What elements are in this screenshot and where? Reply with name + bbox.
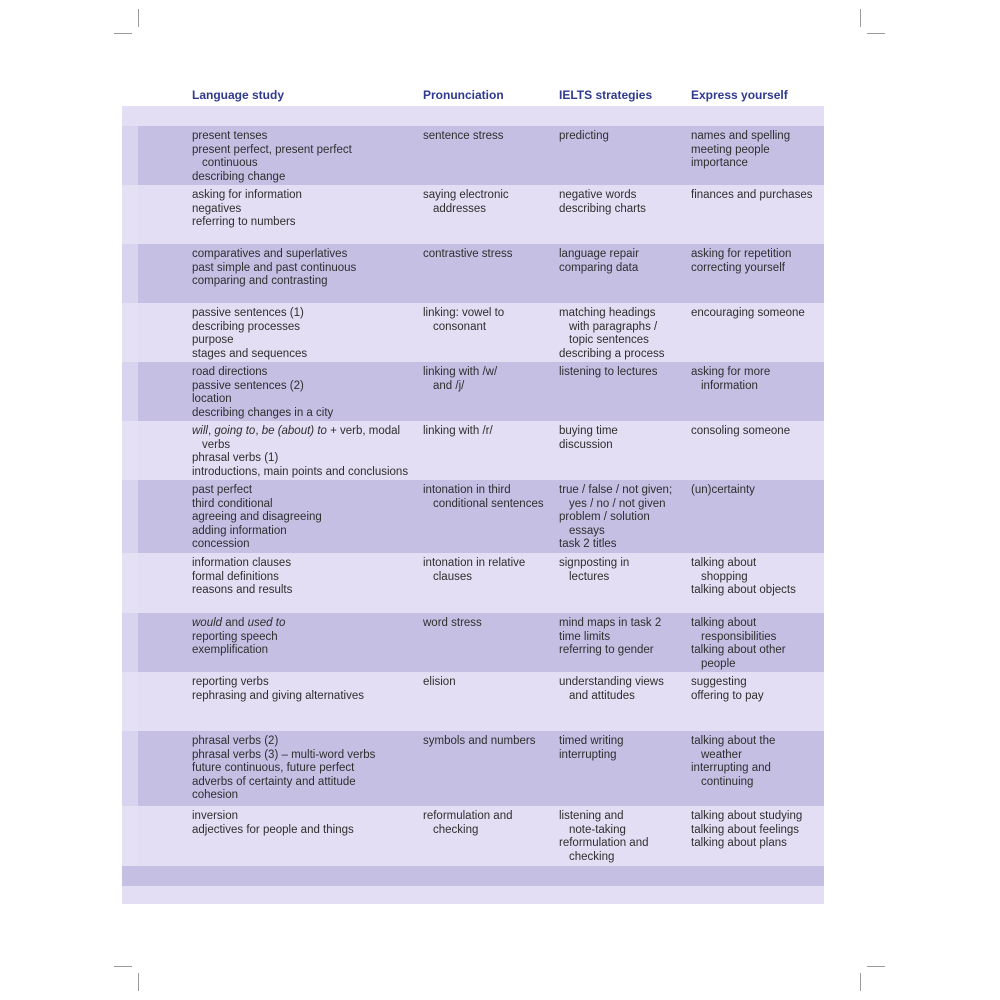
ielts-strategies-cell (559, 307, 685, 361)
cell-line: phrasal verbs (2) (192, 735, 279, 747)
table-top-band (122, 106, 824, 126)
ielts-strategies-cell (559, 810, 685, 864)
language-study-cell (192, 676, 418, 703)
language-study-cell (192, 189, 418, 230)
crop-mark (860, 9, 861, 27)
cell-line: saying electronic (423, 189, 509, 201)
cell-line: describing change (192, 170, 286, 183)
express-yourself-cell (691, 810, 821, 851)
cell-line: language repair (559, 248, 639, 260)
pronunciation-cell (423, 130, 553, 144)
table-row (122, 185, 824, 244)
cell-line: comparatives and superlatives (192, 248, 348, 260)
language-study-cell (192, 617, 418, 658)
header-express-yourself: Express yourself (691, 88, 788, 102)
cell-line: linking: vowel to (423, 307, 505, 319)
cell-line: people (701, 657, 736, 670)
cell-line: finances and purchases (691, 189, 813, 201)
cell-line: names and spelling (691, 130, 791, 142)
cell-line: timed writing (559, 735, 624, 747)
cell-line: continuing (701, 775, 754, 788)
cell-line: reasons and results (192, 584, 293, 597)
cell-line: addresses (433, 202, 487, 215)
cell-line: interrupting (559, 748, 617, 761)
pronunciation-cell (423, 366, 553, 393)
row-edge (122, 672, 138, 731)
cell-line: sentence stress (423, 130, 504, 142)
row-edge (122, 126, 138, 185)
cell-line: checking (433, 823, 479, 836)
express-yourself-cell (691, 130, 821, 171)
cell-line: elision (423, 676, 456, 688)
cell-line: information clauses (192, 557, 292, 569)
pronunciation-cell (423, 484, 553, 511)
cell-line: talking about objects (691, 584, 796, 597)
cell-line: talking about the (691, 735, 776, 747)
table-rows (122, 126, 824, 866)
cell-line: past simple and past continuous (192, 261, 357, 274)
language-study-cell (192, 557, 418, 598)
table-row (122, 806, 824, 866)
language-study-cell (192, 810, 418, 837)
crop-mark (114, 33, 132, 34)
cell-line: asking for repetition (691, 248, 792, 260)
row-edge (122, 421, 138, 480)
cell-line: talking about other (691, 644, 786, 657)
cell-line: understanding views (559, 676, 664, 688)
pronunciation-cell (423, 735, 553, 749)
pronunciation-cell (423, 557, 553, 584)
cell-line: essays (569, 524, 605, 537)
ielts-strategies-cell (559, 735, 685, 762)
cell-line: rephrasing and giving alternatives (192, 689, 364, 702)
crop-mark (138, 973, 139, 991)
cell-line: encouraging someone (691, 307, 805, 319)
express-yourself-cell (691, 676, 821, 703)
ielts-strategies-cell (559, 484, 685, 552)
cell-line: adding information (192, 524, 287, 537)
cell-line: task 2 titles (559, 538, 617, 551)
row-edge (122, 553, 138, 613)
cell-line: suggesting (691, 676, 747, 688)
cell-line: exemplification (192, 644, 269, 657)
cell-line: conditional sentences (433, 497, 544, 510)
cell-line: time limits (559, 630, 611, 643)
cell-line: adverbs of certainty and attitude (192, 775, 356, 788)
row-edge (122, 731, 138, 806)
cell-line: referring to numbers (192, 216, 296, 229)
cell-line: and attitudes (569, 689, 635, 702)
row-edge (122, 362, 138, 421)
language-study-cell (192, 484, 418, 552)
cell-line: and /j/ (433, 379, 465, 392)
cell-line: consoling someone (691, 425, 791, 437)
cell-line: talking about feelings (691, 823, 800, 836)
cell-line: describing a process (559, 347, 665, 360)
express-yourself-cell (691, 484, 821, 498)
row-edge (122, 244, 138, 303)
ielts-strategies-cell (559, 366, 685, 380)
express-yourself-cell (691, 735, 821, 789)
cell-line: buying time (559, 425, 618, 437)
pronunciation-cell (423, 307, 553, 334)
crop-mark (114, 966, 132, 967)
table-row (122, 303, 824, 362)
table-foot-band (122, 886, 824, 904)
cell-line: comparing and contrasting (192, 275, 328, 288)
express-yourself-cell (691, 366, 821, 393)
pronunciation-cell (423, 617, 553, 631)
crop-mark (138, 9, 139, 27)
cell-line: describing processes (192, 320, 301, 333)
express-yourself-cell (691, 557, 821, 598)
cell-line: note-taking (569, 823, 626, 836)
cell-line: true / false / not given; (559, 484, 673, 496)
cell-line: cohesion (192, 789, 239, 802)
row-edge (122, 480, 138, 553)
cell-line: shopping (701, 570, 748, 583)
express-yourself-cell (691, 425, 821, 439)
ielts-strategies-cell (559, 617, 685, 658)
express-yourself-cell (691, 307, 821, 321)
cell-line: information (701, 379, 758, 392)
language-study-cell (192, 248, 418, 289)
table-row (122, 362, 824, 421)
cell-line: passive sentences (2) (192, 379, 304, 392)
cell-line: reformulation and (423, 810, 513, 822)
table-row (122, 421, 824, 480)
cell-line: meeting people (691, 143, 770, 156)
cell-line: formal definitions (192, 570, 279, 583)
cell-line: reformulation and (559, 837, 649, 850)
contents-table (122, 106, 824, 904)
cell-line: talking about plans (691, 837, 787, 850)
cell-line: future continuous, future perfect (192, 762, 355, 775)
row-edge (122, 613, 138, 672)
cell-line: introductions, main points and conclusions (192, 465, 409, 478)
pronunciation-cell (423, 810, 553, 837)
cell-line: word stress (423, 617, 482, 629)
cell-line: asking for information (192, 189, 302, 201)
cell-line: stages and sequences (192, 347, 308, 360)
table-bottom-band (122, 866, 824, 886)
cell-line: responsibilities (701, 630, 777, 643)
cell-line: comparing data (559, 261, 639, 274)
cell-line: importance (691, 157, 748, 170)
cell-line: lectures (569, 570, 610, 583)
cell-line: predicting (559, 130, 609, 142)
cell-line: contrastive stress (423, 248, 513, 260)
express-yourself-cell (691, 248, 821, 275)
cell-line: would and used to (192, 617, 286, 629)
ielts-strategies-cell (559, 425, 685, 452)
cell-line: inversion (192, 810, 239, 822)
cell-line: listening and (559, 810, 624, 822)
cell-line: weather (701, 748, 742, 761)
cell-line: talking about studying (691, 810, 803, 822)
cell-line: purpose (192, 334, 234, 347)
cell-line: yes / no / not given (569, 497, 666, 510)
pronunciation-cell (423, 189, 553, 216)
express-yourself-cell (691, 189, 821, 203)
cell-line: linking with /r/ (423, 425, 493, 437)
crop-mark (860, 973, 861, 991)
cell-line: mind maps in task 2 (559, 617, 662, 629)
cell-line: phrasal verbs (1) (192, 452, 279, 465)
cell-line: present tenses (192, 130, 268, 142)
cell-line: reporting verbs (192, 676, 269, 688)
language-study-cell (192, 130, 418, 184)
cell-line: clauses (433, 570, 472, 583)
cell-line: reporting speech (192, 630, 278, 643)
ielts-strategies-cell (559, 676, 685, 703)
crop-mark (867, 966, 885, 967)
header-language-study: Language study (192, 88, 285, 102)
language-study-cell (192, 366, 418, 420)
cell-line: offering to pay (691, 689, 764, 702)
cell-line: symbols and numbers (423, 735, 536, 747)
table-row (122, 672, 824, 731)
header-pronunciation: Pronunciation (423, 88, 504, 102)
crop-mark (867, 33, 885, 34)
cell-line: problem / solution (559, 511, 650, 524)
cell-line: asking for more (691, 366, 771, 378)
cell-line: topic sentences (569, 334, 649, 347)
cell-line: agreeing and disagreeing (192, 511, 322, 524)
table-row (122, 731, 824, 806)
cell-line: past perfect (192, 484, 253, 496)
cell-line: referring to gender (559, 644, 654, 657)
cell-line: negative words (559, 189, 637, 201)
table-row (122, 244, 824, 303)
ielts-strategies-cell (559, 130, 685, 144)
row-edge (122, 185, 138, 244)
cell-line: continuous (202, 157, 258, 170)
ielts-strategies-cell (559, 248, 685, 275)
cell-line: describing charts (559, 202, 646, 215)
cell-line: road directions (192, 366, 268, 378)
cell-line: interrupting and (691, 762, 771, 775)
table-row (122, 613, 824, 672)
language-study-cell (192, 425, 418, 479)
cell-line: describing changes in a city (192, 406, 334, 419)
cell-line: phrasal verbs (3) – multi-word verbs (192, 748, 376, 761)
language-study-cell (192, 307, 418, 361)
express-yourself-cell (691, 617, 821, 671)
cell-line: discussion (559, 438, 613, 451)
cell-line: intonation in relative (423, 557, 526, 569)
table-row (122, 480, 824, 553)
cell-line: linking with /w/ (423, 366, 498, 378)
cell-line: matching headings (559, 307, 656, 319)
cell-line: with paragraphs / (569, 320, 658, 333)
row-edge (122, 806, 138, 866)
cell-line: will, going to, be (about) to + verb, modal (192, 425, 401, 437)
cell-line: passive sentences (1) (192, 307, 304, 319)
cell-line: adjectives for people and things (192, 823, 354, 836)
table-row (122, 553, 824, 613)
cell-line: negatives (192, 202, 242, 215)
row-edge (122, 303, 138, 362)
cell-line: correcting yourself (691, 261, 785, 274)
cell-line: (un)certainty (691, 484, 755, 496)
header-ielts-strategies: IELTS strategies (559, 88, 653, 102)
ielts-strategies-cell (559, 189, 685, 216)
cell-line: third conditional (192, 497, 273, 510)
cell-line: verbs (202, 438, 231, 451)
cell-line: checking (569, 850, 615, 863)
table-header (0, 88, 1000, 104)
cell-line: listening to lectures (559, 366, 658, 378)
pronunciation-cell (423, 425, 553, 439)
cell-line: present perfect, present perfect (192, 143, 352, 156)
cell-line: consonant (433, 320, 487, 333)
cell-line: talking about (691, 617, 757, 629)
ielts-strategies-cell (559, 557, 685, 584)
table-row (122, 126, 824, 185)
cell-line: location (192, 393, 232, 406)
pronunciation-cell (423, 676, 553, 690)
cell-line: intonation in third (423, 484, 511, 496)
pronunciation-cell (423, 248, 553, 262)
cell-line: signposting in (559, 557, 630, 569)
cell-line: talking about (691, 557, 757, 569)
language-study-cell (192, 735, 418, 803)
cell-line: concession (192, 538, 250, 551)
